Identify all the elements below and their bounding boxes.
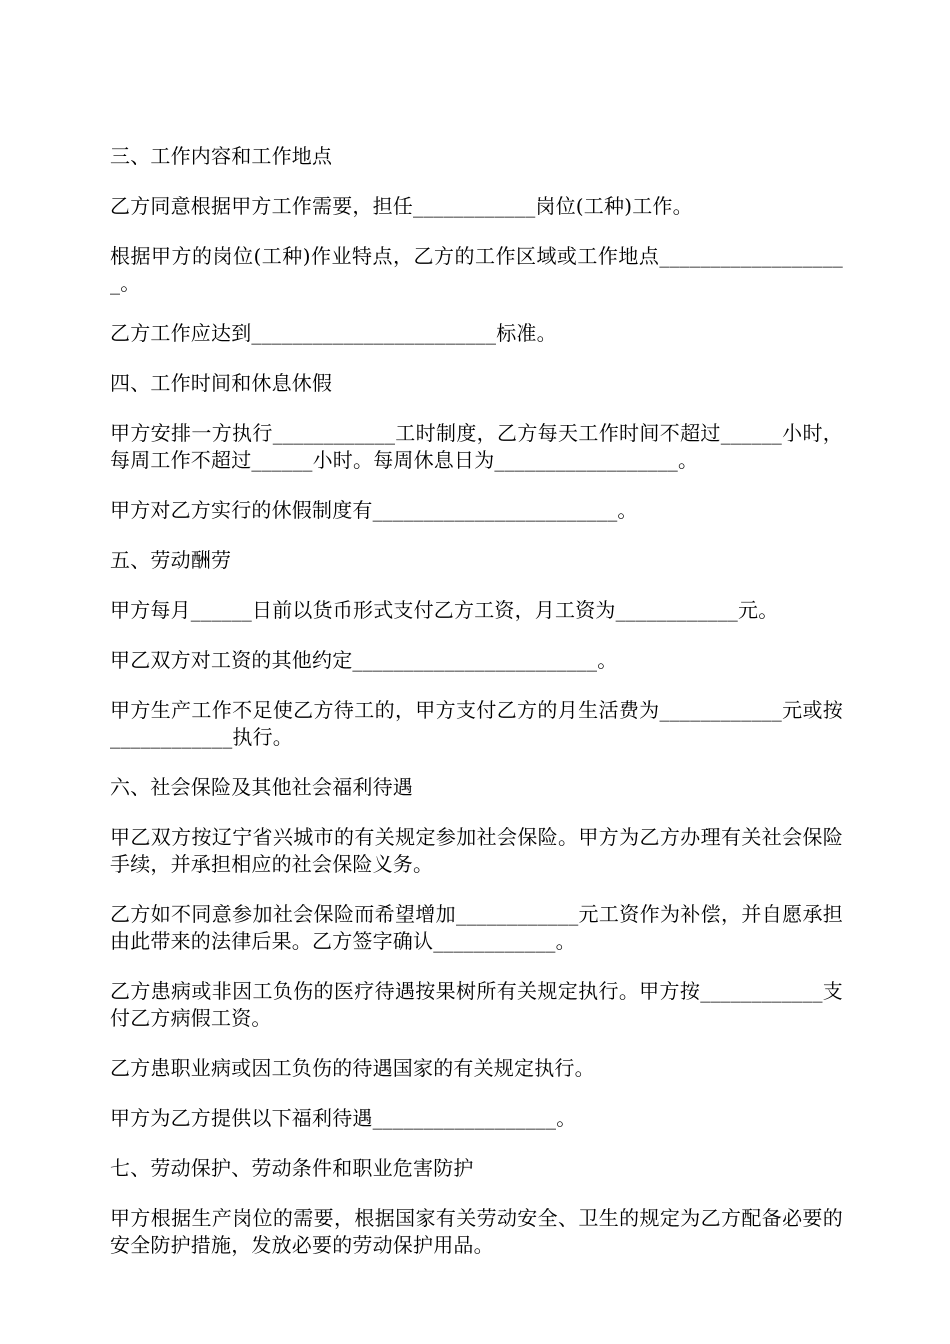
paragraph-leave-system: 甲方对乙方实行的休假制度有________________________。 [110, 498, 638, 522]
section-heading-social-insurance: 六、社会保险及其他社会福利待遇 [110, 775, 413, 799]
paragraph-work-standard: 乙方工作应达到________________________标准。 [110, 321, 557, 345]
paragraph-other-wage-agreement: 甲乙双方对工资的其他约定________________________。 [110, 648, 618, 672]
paragraph-job-position: 乙方同意根据甲方工作需要，担任____________岗位(工种)工作。 [110, 194, 693, 218]
paragraph-monthly-wage: 甲方每月______日前以货币形式支付乙方工资，月工资为____________元。 [110, 598, 779, 622]
paragraph-insurance-participation: 甲乙双方按辽宁省兴城市的有关规定参加社会保险。甲方为乙方办理有关社会保险手续，并承担相应的社会保险义务。 [110, 825, 843, 876]
paragraph-sick-leave: 乙方患病或非因工负伤的医疗待遇按果树所有关规定执行。甲方按____________支付乙方病假工资。 [110, 979, 843, 1030]
paragraph-insurance-opt-out: 乙方如不同意参加社会保险而希望增加____________元工资作为补偿，并自愿承担由此带来的法律后果。乙方签字确认____________。 [110, 902, 843, 953]
section-heading-labor-protection: 七、劳动保护、劳动条件和职业危害防护 [110, 1156, 474, 1180]
section-heading-work-content: 三、工作内容和工作地点 [110, 144, 333, 168]
section-heading-remuneration: 五、劳动酬劳 [110, 548, 232, 572]
paragraph-occupational-injury: 乙方患职业病或因工负伤的待遇国家的有关规定执行。 [110, 1056, 595, 1080]
paragraph-welfare-benefits: 甲方为乙方提供以下福利待遇__________________。 [110, 1106, 577, 1130]
paragraph-work-location: 根据甲方的岗位(工种)作业特点，乙方的工作区域或工作地点___________________。 [110, 244, 843, 295]
paragraph-working-hours: 甲方安排一方执行____________工时制度，乙方每天工作时间不超过______小时，每周工作不超过______小时。每周休息日为__________________。 [110, 421, 843, 472]
section-heading-work-time: 四、工作时间和休息休假 [110, 371, 333, 395]
paragraph-idle-allowance: 甲方生产工作不足使乙方待工的，甲方支付乙方的月生活费为____________元或按____________执行。 [110, 698, 843, 749]
contract-page [110, 143, 843, 1282]
paragraph-safety-equipment: 甲方根据生产岗位的需要，根据国家有关劳动安全、卫生的规定为乙方配备必要的安全防护措施，发放必要的劳动保护用品。 [110, 1206, 843, 1257]
